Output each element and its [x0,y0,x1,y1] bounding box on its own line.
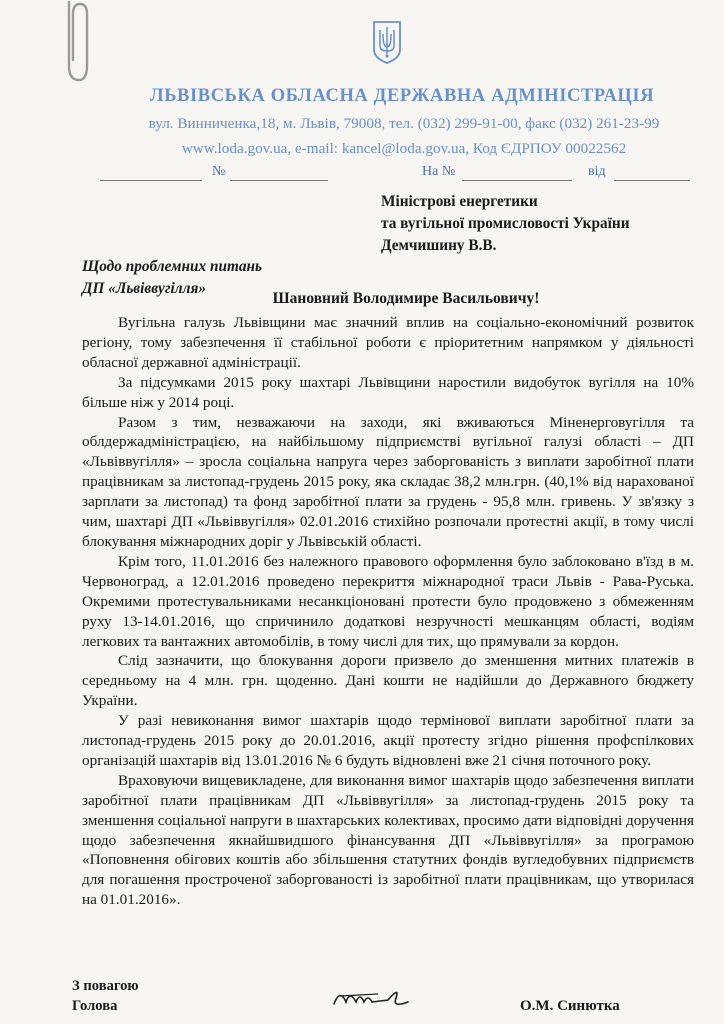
closing-regards: З повагою [72,978,139,994]
addressee [381,191,630,257]
ref-no-blank [230,166,328,181]
addressee-line: Міністрові енергетики [381,193,538,210]
paragraph: Крім того, 11.01.2016 без належного правового оформлення було заблоковано в'їзд в м. Червоноград, а 12.01.2016 проведено перекриття міжнародної траси Львів - Рава-Руська. Окремими протестувальниками несанкціоновані протести було продовжено з обмеженням руху 13-14.01.2016, що спричинило додаткові незручності мешканцям області, водіям легкових та вантажних автомобілів, в тому числі для тих, що прямували за кордон. [82,552,694,650]
addressee-line: та вугільної промисловості України [381,215,630,232]
organization-web: www.loda.gov.ua, e-mail: kancel@loda.gov.ua, Код ЄДРПОУ 00022562 [181,140,627,157]
letter-body [82,313,694,910]
paragraph: У разі невиконання вимог шахтарів щодо термінової виплати заробітної плати за листопад-грудень 2015 року до 20.01.2016, акції протесту згідно рішення профспілкових організацій шахтарів від 13.01.2016 № 6 будуть відновлені вже 21 січня поточного року. [82,712,694,769]
closing [72,976,139,1016]
reply-date-blank [614,166,690,181]
salutation: Шановний Володимире Васильовичу! [272,290,540,307]
paragraph: За підсумками 2015 року шахтарі Львівщини наростили видобуток вугілля на 10% більше ніж у 2014 році. [82,373,694,411]
date-blank [100,166,202,181]
reference-line [100,164,690,186]
organization-name: ЛЬВІВСЬКА ОБЛАСНА ДЕРЖАВНА АДМІНІСТРАЦІЯ [149,86,655,106]
date-label: від [588,164,606,179]
ref-no-label: № [212,164,226,179]
reply-to-blank [462,166,572,181]
paragraph: Слід зазначити, що блокування дороги призвело до зменшення митних платежів в середньому на 4 млн. грн. щоденно. Дані кошти не надійшли до Державного бюджету України. [82,652,694,710]
subject-line: ДП «Львіввугілля» [82,280,206,297]
paragraph: Разом з тим, незважаючи на заходи, які вживаються Міненерговугілля та облдержадміністрацією, на найбільшому підприємстві вугільної галузі області – ДП «Львіввугілля» – зросла соціальна напруга через заборгованість з виплати заробітної плати працівникам за листопад-грудень 2015 року, яка складає 38,2 млн.грн. (40,1% від нарахованої зарплати за листопад) та фонд заробітної плати за грудень - 95,8 млн. гривень. У зв'язку з чим, шахтарі ДП «Львіввугілля» 02.01.2016 стихійно розпочали протестні акції, в тому числі блокування міжнародних доріг у Львівській області. [82,413,694,550]
signatory-name: О.М. Синютка [520,998,620,1014]
coat-of-arms-icon [372,20,402,64]
subject-line: Щодо проблемних питань [82,258,263,275]
closing-position: Голова [72,998,118,1014]
organization-contacts: вул. Винниченка,18, м. Львів, 79008, тел. (032) 299-91-00, факс (032) 261-23-99 [148,115,660,132]
handwritten-signature [330,982,414,1010]
reply-to-label: На № [422,164,456,179]
paperclip-icon [55,0,89,84]
addressee-line: Демчишину В.В. [381,237,497,254]
paragraph: Враховуючи вищевикладене, для виконання вимог шахтарів щодо забезпечення виплати заробітної плати працівникам ДП «Львіввугілля» за листопад-грудень 2015 року та зменшення соціальної напруги в шахтарських колективах, просимо дати відповідні доручення щодо забезпечення якнайшвидшого фінансування ДП «Львіввугілля» за програмою «Поповнення обігових коштів або збільшення статутних фондів вугледобувних підприємств для погашення простроченої заборгованості із заробітної плати працівникам, що утворилася на 01.01.2016». [82,771,694,909]
paragraph: Вугільна галузь Львівщини має значний вплив на соціально-економічний розвиток регіону, тому забезпечення її стабільної роботи є пріоритетним напрямком у діяльності обласної державної адміністрації. [82,314,694,371]
